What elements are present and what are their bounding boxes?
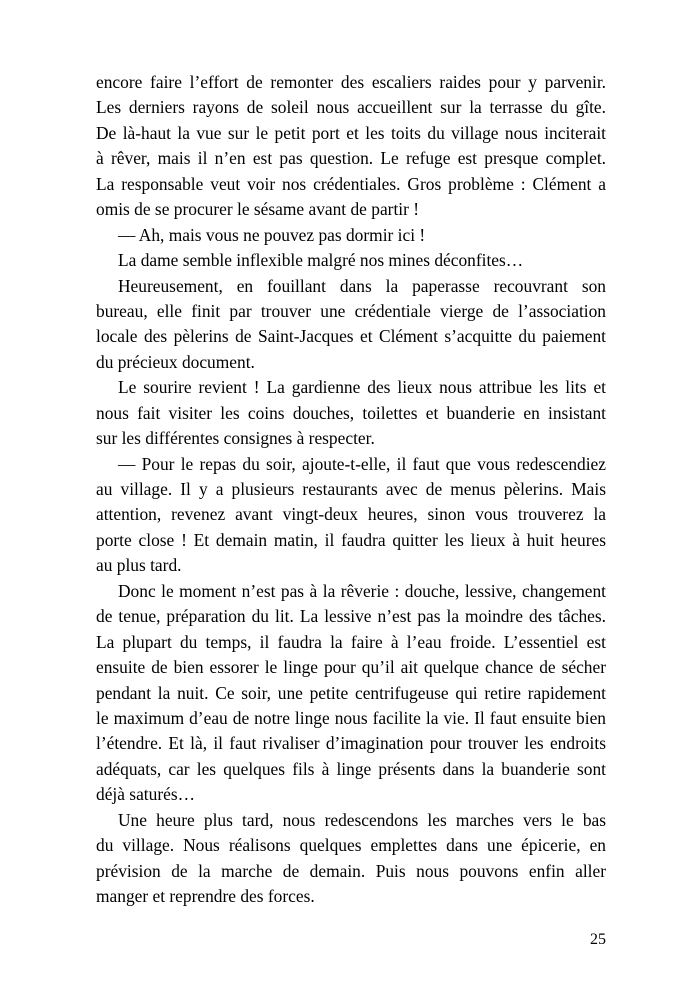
text-line: Donc le moment n’est pas à la rêverie : douche, lessive, changement	[118, 580, 606, 601]
text-line: Une heure plus tard, nous redescendons les marches vers le bas	[118, 809, 606, 830]
text-line: locale des pèlerins de Saint-Jacques et Clément s’acquitte du paiement	[96, 326, 606, 347]
text-line: encore faire l’effort de remonter des escaliers raides pour y parvenir.	[96, 72, 606, 92]
text-line: attention, revenez avant vingt-deux heures, sinon vous trouverez la	[96, 504, 606, 525]
text-line: l’étendre. Et là, il faut rivaliser d’imagination pour trouver les endroits	[96, 733, 606, 754]
page-number: 25	[590, 931, 606, 948]
text-line: De là-haut la vue sur le petit port et les toits du village nous inciterait	[96, 122, 606, 143]
text-line: Les derniers rayons de soleil nous accueillent sur la terrasse du gîte.	[96, 97, 606, 118]
text-line: sur les différentes consignes à respecter.	[96, 428, 375, 449]
text-line: déjà saturés…	[96, 784, 195, 805]
text-line: Le sourire revient ! La gardienne des lieux nous attribue les lits et	[118, 377, 606, 398]
text-line: adéquats, car les quelques fils à linge présents dans la buanderie sont	[96, 758, 606, 779]
text-line: — Ah, mais vous ne pouvez pas dormir ici !	[118, 224, 426, 245]
body-text	[96, 70, 606, 909]
text-line: nous fait visiter les coins douches, toilettes et buanderie en insistant	[96, 402, 606, 423]
text-line: ensuite de bien essorer le linge pour qu’il ait quelque chance de sécher	[96, 657, 606, 678]
text-line: le maximum d’eau de notre linge nous facilite la vie. Il faut ensuite bien	[96, 707, 606, 728]
text-line: du précieux document.	[96, 351, 255, 372]
text-line: bureau, elle finit par trouver une crédentiale vierge de l’association	[96, 300, 606, 321]
text-line: au village. Il y a plusieurs restaurants avec de menus pèlerins. Mais	[96, 479, 606, 499]
text-line: omis de se procurer le sésame avant de partir !	[96, 199, 420, 220]
text-line: prévision de la marche de demain. Puis nous pouvons enfin aller	[96, 860, 606, 881]
text-line: La dame semble inflexible malgré nos mines déconfites…	[118, 250, 524, 271]
text-line: du village. Nous réalisons quelques emplettes dans une épicerie, en	[96, 835, 606, 856]
text-line: La plupart du temps, il faudra la faire à l’eau froide. L’essentiel est	[96, 631, 606, 652]
text-line: Heureusement, en fouillant dans la paperasse recouvrant son	[118, 275, 606, 296]
text-line: de tenue, préparation du lit. La lessive n’est pas la moindre des tâches.	[96, 606, 606, 627]
text-line: La responsable veut voir nos crédentiales. Gros problème : Clément a	[96, 173, 606, 194]
text-line: — Pour le repas du soir, ajoute-t-elle, il faut que vous redescendiez	[118, 453, 606, 474]
text-line: à rêver, mais il n’en est pas question. Le refuge est presque complet.	[96, 148, 606, 169]
text-line: porte close ! Et demain matin, il faudra quitter les lieux à huit heures	[96, 529, 606, 550]
text-line: manger et reprendre des forces.	[96, 886, 315, 906]
text-line: pendant la nuit. Ce soir, une petite centrifugeuse qui retire rapidement	[96, 682, 606, 703]
text-line: au plus tard.	[96, 555, 182, 576]
